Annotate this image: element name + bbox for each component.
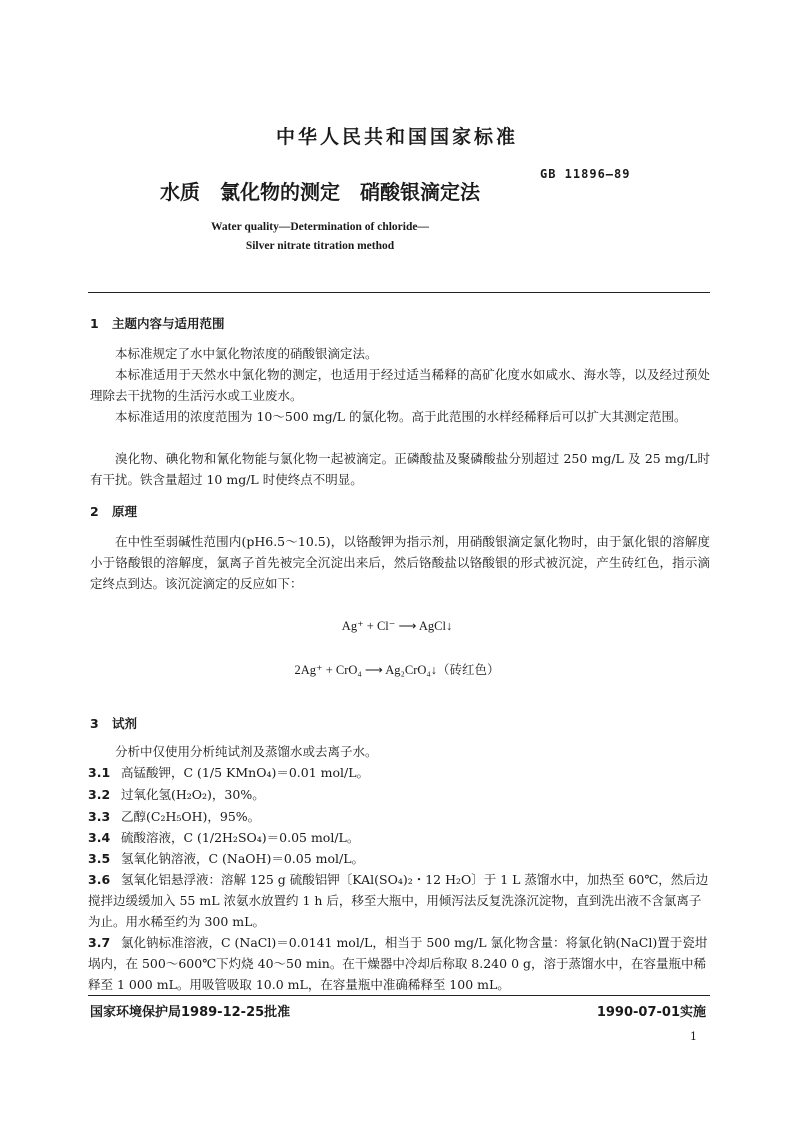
item-number: 3.5 <box>88 851 111 866</box>
section-1-paragraph-1: 本标准规定了水中氯化物浓度的硝酸银滴定法。 <box>115 346 378 361</box>
item-number: 3.6 <box>88 872 111 887</box>
reagent-item <box>88 806 710 827</box>
section-title: 主题内容与适用范围 <box>112 316 225 331</box>
item-text: 氢氧化铝悬浮液：溶解 125 g 硫酸铝钾〔KAl(SO₄)₂・12 H₂O〕于 1 L 蒸馏水中，加热至 60℃，然后边搅拌边缓缓加入 55 mL 浓氨水放置约 1 h 后，移至大瓶中，用倾泻法反复洗涤沉淀物，直到洗出液不含氯离子为止。用水稀至约为 300 mL。 <box>88 872 709 929</box>
section-1-paragraph-4: 溴化物、碘化物和氰化物能与氯化物一起被滴定。正磷酸盐及聚磷酸盐分别超过 250 mg/L 及 25 mg/L时有干扰。铁含量超过 10 mg/L 时使终点不明显。 <box>90 451 710 487</box>
bottom-divider <box>88 995 710 996</box>
top-divider <box>88 292 710 293</box>
document-title: 水质 氯化物的测定 硝酸银滴定法 <box>160 180 480 204</box>
item-number: 3.2 <box>88 787 111 802</box>
reagent-item <box>88 827 710 848</box>
item-number: 3.1 <box>88 765 111 780</box>
reagent-item <box>88 869 710 932</box>
section-title: 原理 <box>112 504 138 519</box>
item-text: 乙醇(C₂H₅OH)，95%。 <box>121 809 261 824</box>
section-1-heading <box>90 314 225 332</box>
item-text: 氢氧化钠溶液，C (NaOH)＝0.05 mol/L。 <box>121 851 365 866</box>
item-text: 硫酸溶液，C (1/2H₂SO₄)＝0.05 mol/L。 <box>121 830 360 845</box>
section-3-heading <box>90 714 137 732</box>
section-number: 1 <box>90 316 99 331</box>
approval-note: 国家环境保护局1989-12-25批准 <box>90 1005 291 1020</box>
section-number: 3 <box>90 716 99 731</box>
page-number: 1 <box>690 1030 697 1043</box>
reagent-item <box>88 762 710 783</box>
standard-code: GB 11896—89 <box>540 167 631 181</box>
item-number: 3.7 <box>88 935 111 950</box>
item-number: 3.3 <box>88 809 111 824</box>
section-title: 试剂 <box>112 716 138 731</box>
item-text: 氯化钠标准溶液，C (NaCl)＝0.0141 mol/L，相当于 500 mg/L 氯化物含量：将氯化钠(NaCl)置于瓷坩埚内，在 500～600℃下灼烧 40～50 min。在干燥器中冷却后称取 8.240 0 g，溶于蒸馏水中，在容量瓶中稀释至 1 000 mL。用吸管吸取 10.0 mL，在容量瓶中准确稀释至 100 mL。 <box>88 935 708 992</box>
reagent-item <box>88 932 710 995</box>
standard-title: 中华人民共和国国家标准 <box>275 126 518 148</box>
section-number: 2 <box>90 504 99 519</box>
section-2-paragraph: 在中性至弱碱性范围内(pH6.5～10.5)，以铬酸钾为指示剂，用硝酸银滴定氯化物时，由于氯化银的溶解度小于铬酸银的溶解度，氯离子首先被完全沉淀出来后，然后铬酸盐以铬酸银的形式被沉淀，产生砖红色，指示滴定终点到达。该沉淀滴定的反应如下： <box>90 534 710 591</box>
item-text: 过氧化氢(H₂O₂)，30%。 <box>121 787 265 802</box>
section-3-intro: 分析中仅使用分析纯试剂及蒸馏水或去离子水。 <box>115 744 378 759</box>
reagent-item <box>88 848 710 869</box>
english-title-line2: Silver nitrate titration method <box>245 240 395 252</box>
reagent-item <box>88 784 710 805</box>
english-title-line1: Water quality—Determination of chloride— <box>211 221 429 233</box>
item-text: 高锰酸钾，C (1/5 KMnO₄)＝0.01 mol/L。 <box>121 765 370 780</box>
reaction-equation-2: 2Ag⁺ + CrO₄ ⟶ Ag₂CrO₄↓（砖红色） <box>294 663 500 677</box>
section-2-heading <box>90 502 137 520</box>
section-1-paragraph-3: 本标准适用的浓度范围为 10～500 mg/L 的氯化物。高于此范围的水样经稀释后可以扩大其测定范围。 <box>115 409 687 424</box>
reaction-equation-1: Ag⁺ + Cl⁻ ⟶ AgCl↓ <box>341 619 453 633</box>
implementation-date: 1990-07-01实施 <box>596 1005 706 1020</box>
item-number: 3.4 <box>88 830 111 845</box>
section-1-paragraph-2: 本标准适用于天然水中氯化物的测定，也适用于经过适当稀释的高矿化度水如咸水、海水等，以及经过预处理除去干扰物的生活污水或工业废水。 <box>90 367 710 403</box>
